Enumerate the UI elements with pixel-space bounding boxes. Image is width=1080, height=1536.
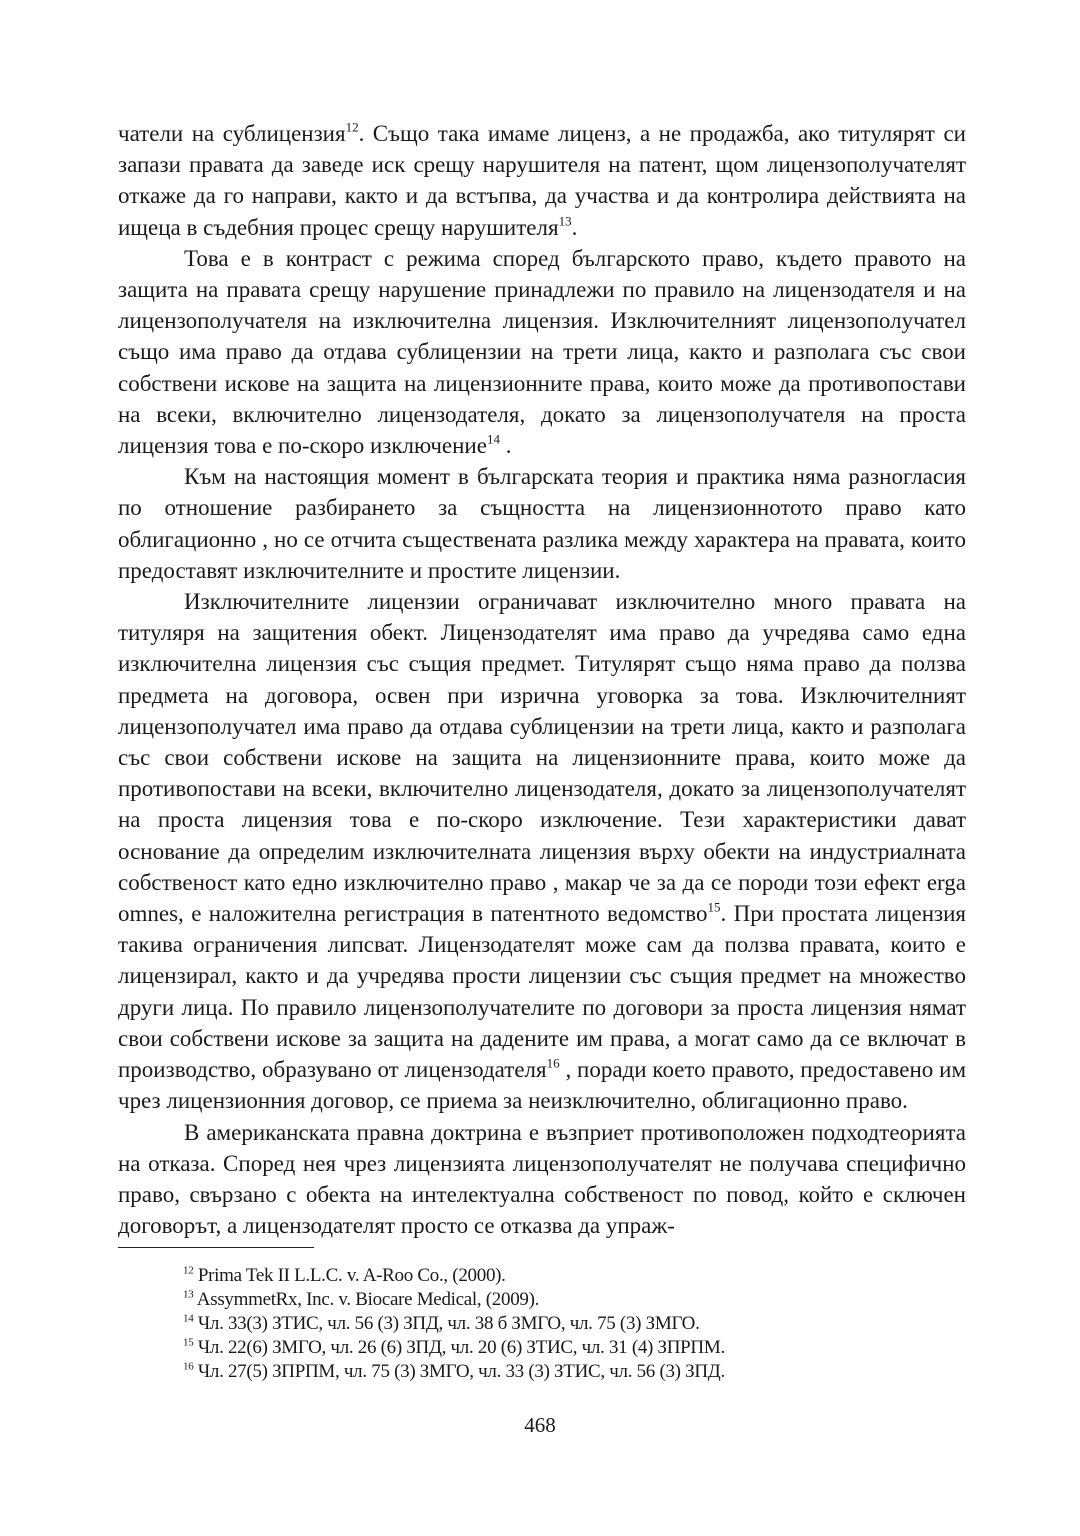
- paragraph: [118, 586, 966, 1116]
- paragraph-text: Към на настоящия момент в българската теория и практика няма разногласия по отношение разбирането за същността на лицензионнотото право като облигационно , но се отчита съществената разлика между характера на правата, които предоставят изключителните и простите лицензии.: [118, 464, 966, 583]
- footnote: [183, 1288, 963, 1312]
- footnote: [183, 1312, 963, 1336]
- footnotes: [183, 1264, 963, 1384]
- paragraph: [118, 243, 966, 461]
- paragraph-text: Изключителните лицензии ограничават изключително много правата на титуляря на защитения обект. Лицензодателят има право да учредява само една изключителна лицензия със същия предмет. Титулярят също няма право да ползва предмета на договора, освен при изрична уговорка за това. Изключителният лицензополучател има право да отдава сублицензии на трети лица, както и разполага със свои собствени искове на защита на лицензионните права, които може да противопостави на всеки, включително лицензодателя, докато за лицензополучателят на проста лицензия това е по-скоро изключение. Тези характеристики дават основание да определим изключителната лицензия върху обекти на индустриалната собственост като едно изключително право , макар че за да се породи този ефект erga omnes, е наложителна регистрация в патентното ведомство: [118, 589, 966, 927]
- footnote-text: Prima Tek II L.L.C. v. A-Roo Co., (2000).: [193, 1265, 506, 1286]
- footnote-text: Чл. 27(5) ЗПРПМ, чл. 75 (3) ЗМГО, чл. 33 (3) ЗТИС, чл. 56 (3) ЗПД.: [193, 1361, 725, 1382]
- paragraph-text: . При простата лицензия такива ограничения липсват. Лицензодателят може сам да ползва правата, които е лицензирал, както и да учредява прости лицензии със същия предмет на множество други лица. По правило лицензополучателите по договори за проста лицензия нямат свои собствени искове за защита на дадените им права, а могат само да се включат в производство, образувано от лицензодателя: [118, 901, 966, 1083]
- footnote-text: Чл. 33(3) ЗТИС, чл. 56 (3) ЗПД, чл. 38 б ЗМГО, чл. 75 (3) ЗМГО.: [193, 1313, 700, 1334]
- main-text: [118, 118, 966, 1241]
- footnote-ref: 12: [345, 119, 359, 135]
- paragraph-text: В американската правна доктрина е възприет противоположен подходтеорията на отказа. Според нея чрез лицензията лицензополучателят не получава специфично право, свързано с обекта на интелектуална собственост по повод, който е сключен договорът, а лицензодателят просто се отказва да упраж-: [118, 1119, 966, 1239]
- footnote-ref: 15: [707, 899, 721, 915]
- footnote-ref: 14: [486, 431, 500, 447]
- footnote-number: 12: [183, 1264, 194, 1277]
- page-number: 468: [524, 1413, 556, 1437]
- paragraph-text: Това е в контраст с режима според българското право, където правото на защита на правата срещу нарушение принадлежи по правило на лицензодателя и на лицензополучателя на изключителна лицензия. Изключителният лицензополучател също има право да отдава сублицензии на трети лица, както и разполага със свои собствени искове на защита на лицензионните права, които може да противопостави на всеки, включително лицензодателя, докато за лицензополучателя на проста лицензия това е по-скоро изключение: [118, 245, 966, 459]
- paragraph: [118, 118, 966, 243]
- paragraph-text: .: [499, 433, 512, 459]
- footnote-ref: 16: [546, 1055, 560, 1071]
- paragraph: [118, 1117, 966, 1242]
- footnote-number: 15: [183, 1336, 194, 1349]
- paragraph-text: .: [571, 214, 578, 240]
- footnote: [183, 1360, 963, 1384]
- paragraph: [118, 461, 966, 586]
- paragraph-text: . Също така имаме лиценз, а не продажба, ако титулярят си запази правата да заведе иск срещу нарушителя на патент, щом лицензополучателят откаже да го направи, както и да встъпва, да участва и да контролира действията на ищеца в съдебния процес срещу нарушителя: [118, 121, 966, 240]
- footnote: [183, 1264, 963, 1288]
- page-body: [118, 118, 966, 1241]
- paragraph-text: чатели на сублицензия: [118, 121, 346, 146]
- footnote: [183, 1336, 963, 1360]
- footnote-text: AssymmetRx, Inc. v. Biocare Medical, (2009).: [193, 1289, 540, 1310]
- footnote-text: Чл. 22(6) ЗМГО, чл. 26 (6) ЗПД, чл. 20 (6) ЗТИС, чл. 31 (4) ЗПРПМ.: [193, 1337, 725, 1358]
- paragraph-text: , поради което правото, предоставено им чрез лицензионния договор, се приема за неизключително, облигационно право.: [118, 1057, 966, 1114]
- footnote-number: 16: [183, 1360, 194, 1373]
- footnote-number: 14: [183, 1312, 194, 1325]
- footnote-separator: [118, 1247, 314, 1248]
- footnote-number: 13: [183, 1288, 194, 1301]
- footnote-ref: 13: [558, 213, 572, 229]
